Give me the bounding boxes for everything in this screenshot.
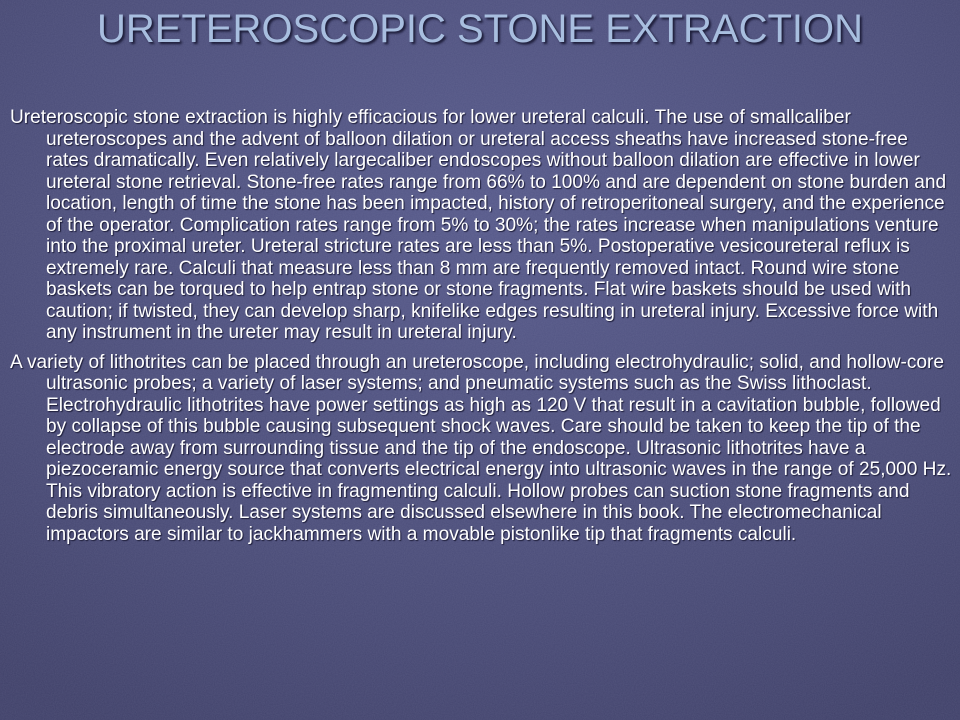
slide-body	[10, 107, 955, 553]
slide-title: URETEROSCOPIC STONE EXTRACTION	[96, 7, 863, 51]
paragraph-ureteroscopic-extraction: Ureteroscopic stone extraction is highly efficacious for lower ureteral calculi. The use of smallcaliber ureteroscopes and the advent of balloon dilation or ureteral access sheaths have increased stone-free rates dramatically. Even relatively largecaliber endoscopes without balloon dilation are effective in lower ureteral stone retrieval. Stone-free rates range from 66% to 100% and are dependent on stone burden and location, length of time the stone has been impacted, history of retroperitoneal surgery, and the experience of the operator. Complication rates range from 5% to 30%; the rates increase when manipulations venture into the proximal ureter. Ureteral stricture rates are less than 5%. Postoperative vesicoureteral reflux is extremely rare. Calculi that measure less than 8 mm are frequently removed intact. Round wire stone baskets can be torqued to help entrap stone or stone fragments. Flat wire baskets should be used with caution; if twisted, they can develop sharp, knifelike edges resulting in ureteral injury. Excessive force with any instrument in the ureter may result in ureteral injury.	[10, 107, 947, 343]
paragraph-lithotrites: A variety of lithotrites can be placed through an ureteroscope, including electrohydraulic; solid, and hollow-core ultrasonic probes; a variety of laser systems; and pneumatic systems such as the Swiss lithoclast. Electrohydraulic lithotrites have power settings as high as 120 V that result in a cavitation bubble, followed by collapse of this bubble causing subsequent shock waves. Care should be taken to keep the tip of the electrode away from surrounding tissue and the tip of the endoscope. Ultrasonic lithotrites have a piezoceramic energy source that converts electrical energy into ultrasonic waves in the range of 25,000 Hz. This vibratory action is effective in fragmenting calculi. Hollow probes can suction stone fragments and debris simultaneously. Laser systems are discussed elsewhere in this book. The electromechanical impactors are similar to jackhammers with a movable pistonlike tip that fragments calculi.	[10, 351, 952, 545]
